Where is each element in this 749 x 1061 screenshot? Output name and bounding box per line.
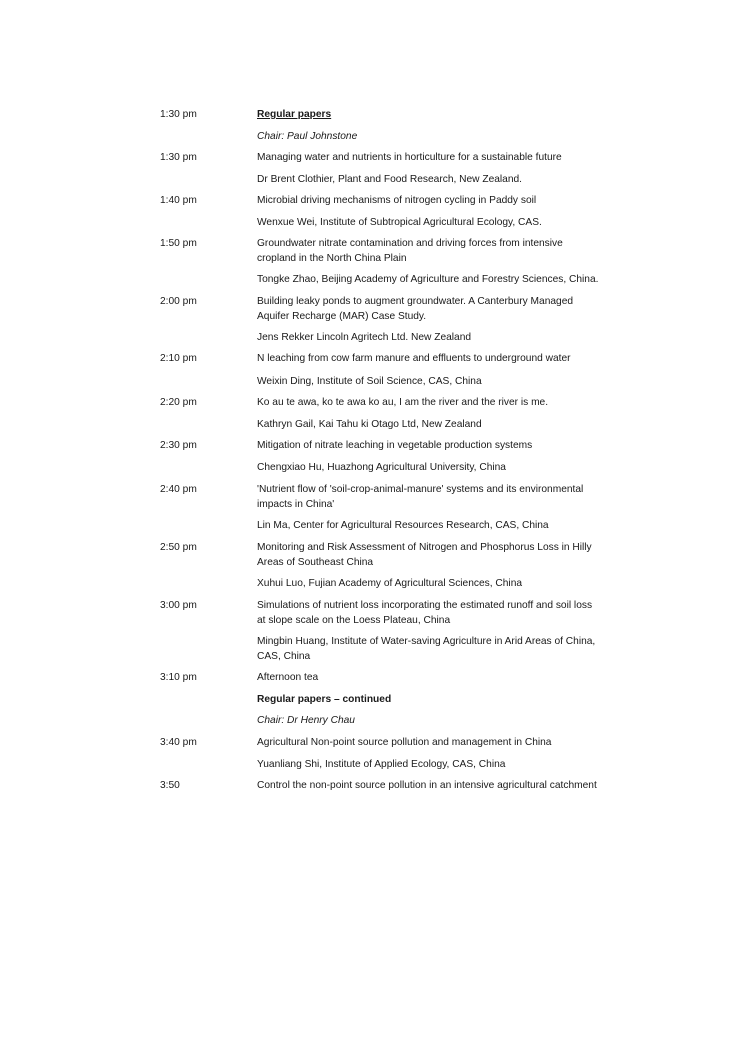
session-detail: Managing water and nutrients in horticulture for a sustainable future <box>257 152 562 163</box>
session-detail: Jens Rekker Lincoln Agritech Ltd. New Zealand <box>257 332 472 343</box>
session-time: 1:30 pm <box>160 152 197 163</box>
section-heading: Regular papers <box>257 109 332 120</box>
session-detail: Mitigation of nitrate leaching in vegetable production systems <box>257 440 533 451</box>
session-time: 2:30 pm <box>160 440 197 451</box>
session-time: 3:00 pm <box>160 600 197 611</box>
session-time: 2:40 pm <box>160 484 197 495</box>
session-detail: Mingbin Huang, Institute of Water-saving Agriculture in Arid Areas of China, CAS, China <box>257 636 596 662</box>
session-time: 2:50 pm <box>160 542 197 553</box>
session-detail: Dr Brent Clothier, Plant and Food Research, New Zealand. <box>257 174 523 185</box>
session-time: 1:40 pm <box>160 195 197 206</box>
session-time: 2:00 pm <box>160 296 197 307</box>
session-time: 1:30 pm <box>160 109 197 120</box>
session-detail: Wenxue Wei, Institute of Subtropical Agricultural Ecology, CAS. <box>257 217 542 228</box>
session-detail: Ko au te awa, ko te awa ko au, I am the river and the river is me. <box>257 397 549 408</box>
session-time: 2:10 pm <box>160 353 197 364</box>
session-detail: Control the non-point source pollution in an intensive agricultural catchment <box>257 780 597 791</box>
session-detail: Chengxiao Hu, Huazhong Agricultural University, China <box>257 462 506 473</box>
session-detail: 'Nutrient flow of 'soil-crop-animal-manure' systems and its environmental impacts in China' <box>257 484 584 510</box>
session-detail: Groundwater nitrate contamination and driving forces from intensive cropland in the North China Plain <box>257 238 563 264</box>
session-detail: Microbial driving mechanisms of nitrogen cycling in Paddy soil <box>257 195 537 206</box>
section-heading: Regular papers – continued <box>257 694 392 705</box>
session-detail: Building leaky ponds to augment groundwater. A Canterbury Managed Aquifer Recharge (MAR) Case Study. <box>257 296 574 322</box>
session-detail: N leaching from cow farm manure and effluents to underground water <box>257 353 571 364</box>
session-chair: Chair: Paul Johnstone <box>257 131 358 142</box>
session-detail: Lin Ma, Center for Agricultural Resources Research, CAS, China <box>257 520 549 531</box>
session-detail: Monitoring and Risk Assessment of Nitrogen and Phosphorus Loss in Hilly Areas of Southeast China <box>257 542 592 568</box>
session-time: 3:10 pm <box>160 672 197 683</box>
session-detail: Weixin Ding, Institute of Soil Science, CAS, China <box>257 376 482 387</box>
session-time: 3:40 pm <box>160 737 197 748</box>
session-chair: Chair: Dr Henry Chau <box>257 715 355 726</box>
session-detail: Afternoon tea <box>257 672 319 683</box>
session-time: 3:50 <box>160 780 180 791</box>
session-detail: Xuhui Luo, Fujian Academy of Agricultural Sciences, China <box>257 578 523 589</box>
session-time: 1:50 pm <box>160 238 197 249</box>
session-time: 2:20 pm <box>160 397 197 408</box>
session-detail: Simulations of nutrient loss incorporating the estimated runoff and soil loss at slope scale on the Loess Plateau, China <box>257 600 593 626</box>
session-detail: Kathryn Gail, Kai Tahu ki Otago Ltd, New Zealand <box>257 419 482 430</box>
session-detail: Tongke Zhao, Beijing Academy of Agriculture and Forestry Sciences, China. <box>257 274 599 285</box>
session-detail: Agricultural Non-point source pollution and management in China <box>257 737 552 748</box>
session-detail: Yuanliang Shi, Institute of Applied Ecology, CAS, China <box>257 759 506 770</box>
